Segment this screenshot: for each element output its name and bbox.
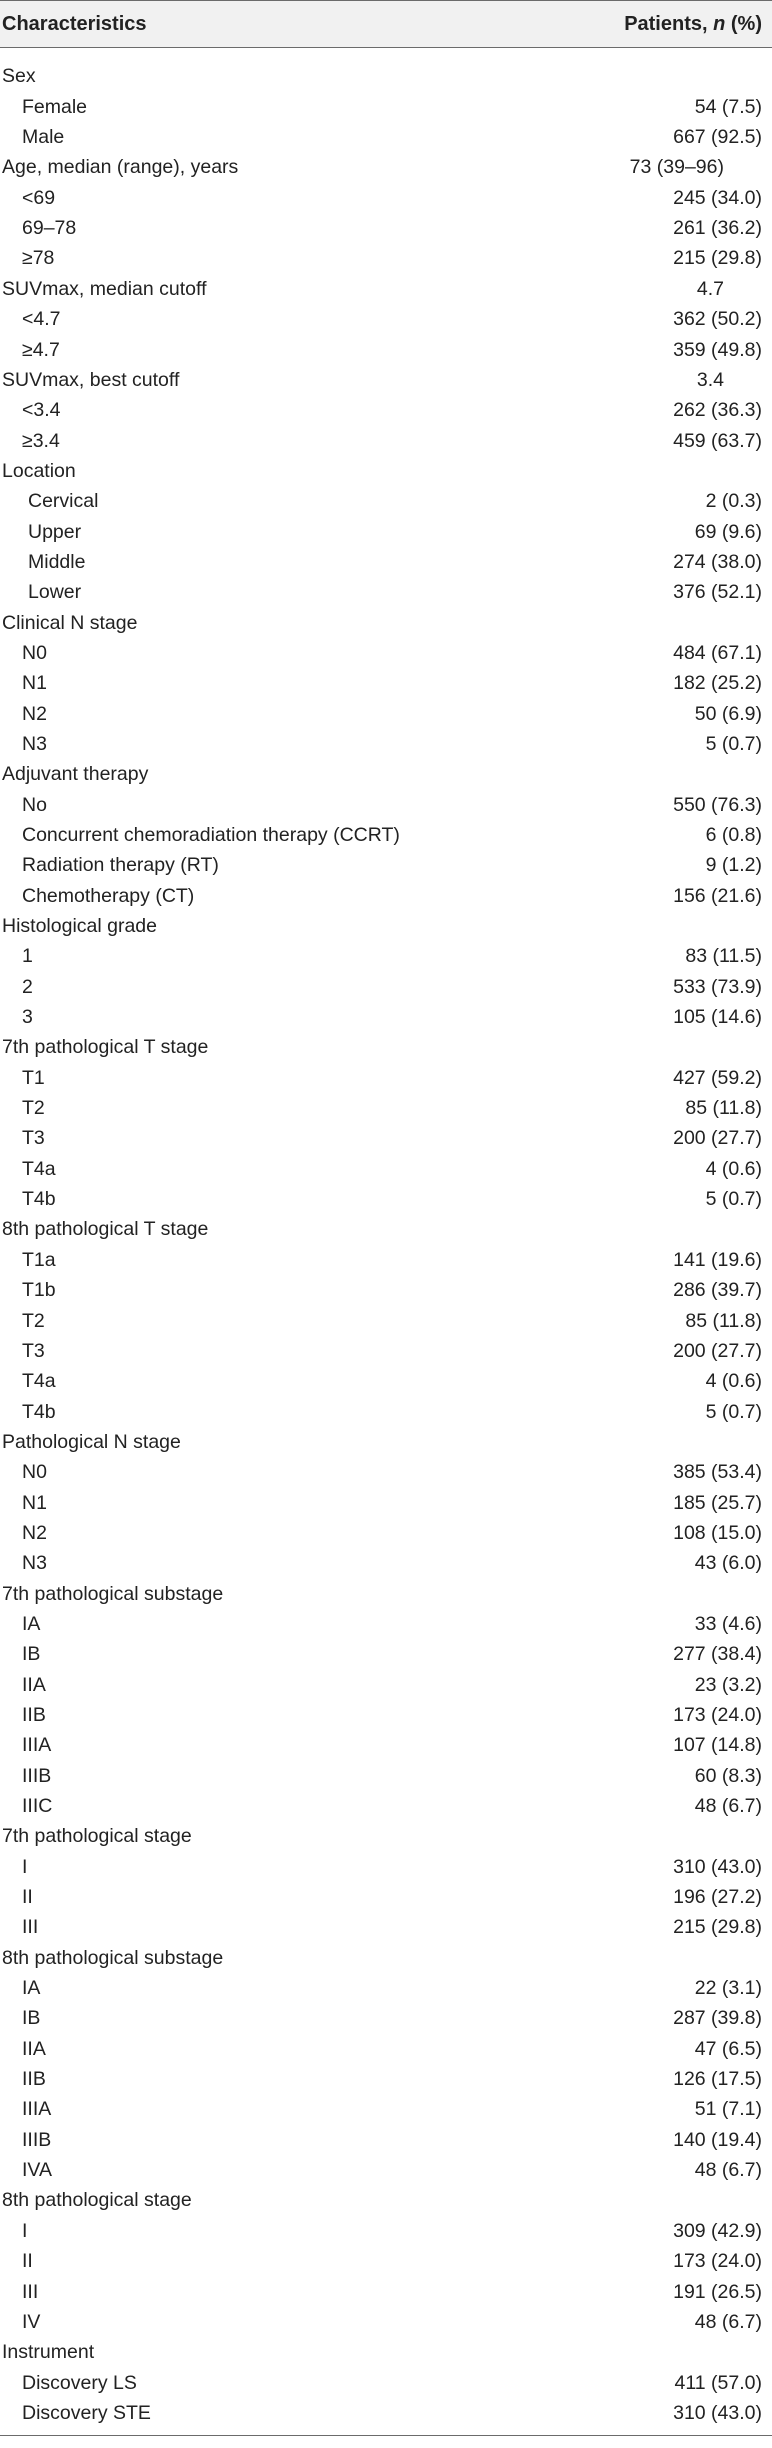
table-row	[0, 2065, 772, 2095]
row-label: 8th pathological substage	[2, 1946, 224, 1969]
row-label: Radiation therapy (RT)	[22, 854, 219, 877]
table-row	[0, 730, 772, 760]
row-value: 245 (34.0)	[673, 186, 762, 209]
row-label: SUVmax, best cutoff	[2, 368, 180, 391]
table-row	[0, 1397, 772, 1427]
row-label: N1	[22, 1491, 47, 1514]
row-label: T4a	[22, 1370, 56, 1393]
table-row	[0, 1245, 772, 1275]
row-value: 51 (7.1)	[694, 2098, 762, 2121]
row-value: 54 (7.5)	[694, 95, 762, 118]
table-row	[0, 2156, 772, 2186]
row-value: 48 (6.7)	[694, 1795, 762, 1818]
row-label: Female	[22, 95, 88, 118]
table-row	[0, 1336, 772, 1366]
row-value: 277 (38.4)	[673, 1643, 762, 1666]
table-row	[0, 578, 772, 608]
row-label: SUVmax, median cutoff	[2, 277, 207, 300]
table-group-row	[0, 760, 772, 790]
header-patients-prefix: Patients,	[624, 12, 714, 35]
row-label: Instrument	[2, 2341, 95, 2364]
row-value: 200 (27.7)	[673, 1339, 762, 1362]
row-value: 141 (19.6)	[673, 1248, 762, 1271]
row-value: 140 (19.4)	[673, 2128, 762, 2151]
table-row	[0, 2398, 772, 2428]
header-patients-n: n	[713, 12, 726, 35]
row-value: 484 (67.1)	[673, 641, 762, 664]
table-row	[0, 2307, 772, 2337]
table-row	[0, 335, 772, 365]
table-row	[0, 1519, 772, 1549]
row-value: 156 (21.6)	[673, 884, 762, 907]
row-value: 9 (1.2)	[705, 854, 762, 877]
row-label: IB	[22, 1643, 41, 1666]
row-label: ≥78	[22, 247, 55, 270]
row-value: 6 (0.8)	[705, 824, 762, 847]
row-label: Histological grade	[2, 915, 158, 938]
table-row	[0, 669, 772, 699]
table-row	[0, 1185, 772, 1215]
table-row	[0, 1124, 772, 1154]
table-group-row	[0, 1033, 772, 1063]
table-row	[0, 1792, 772, 1822]
row-label: T4b	[22, 1188, 56, 1211]
row-value: 126 (17.5)	[673, 2068, 762, 2091]
row-value: 83 (11.5)	[685, 945, 762, 968]
row-label: Sex	[2, 65, 36, 88]
row-value: 359 (49.8)	[673, 338, 762, 361]
row-label: Upper	[28, 520, 82, 543]
table-group-row	[0, 608, 772, 638]
row-label: Clinical N stage	[2, 611, 138, 634]
row-label: Middle	[28, 550, 86, 573]
header-patients	[624, 13, 762, 36]
row-value: 550 (76.3)	[673, 793, 762, 816]
row-value: 33 (4.6)	[694, 1612, 762, 1635]
row-label: T1a	[22, 1248, 56, 1271]
row-value: 48 (6.7)	[694, 2159, 762, 2182]
row-value: 5 (0.7)	[705, 732, 762, 755]
row-label: Lower	[28, 581, 82, 604]
row-label: N1	[22, 672, 47, 695]
row-label: T3	[22, 1339, 45, 1362]
row-value: 2 (0.3)	[705, 490, 762, 513]
row-value: 48 (6.7)	[694, 2310, 762, 2333]
table-row	[0, 1731, 772, 1761]
table-row	[0, 1610, 772, 1640]
row-label: N2	[22, 702, 47, 725]
row-label: T1	[22, 1066, 45, 1089]
row-label: IIIA	[22, 1734, 52, 1757]
row-label: 3	[22, 1006, 33, 1029]
row-value: 274 (38.0)	[673, 550, 762, 573]
table-group-row	[0, 1427, 772, 1457]
row-label: III	[22, 1916, 39, 1939]
row-value: 310 (43.0)	[673, 2401, 762, 2424]
row-value: 4.7	[696, 277, 724, 300]
table-row	[0, 942, 772, 972]
table-row	[0, 881, 772, 911]
row-label: ≥3.4	[22, 429, 60, 452]
row-label: II	[22, 1886, 33, 1909]
row-label: Discovery LS	[22, 2371, 137, 2394]
row-value: 105 (14.6)	[673, 1006, 762, 1029]
table-row	[0, 972, 772, 1002]
table-row	[0, 1883, 772, 1913]
row-label: 2	[22, 975, 33, 998]
row-label: I	[22, 2219, 28, 2242]
row-label: 7th pathological stage	[2, 1825, 192, 1848]
row-value: 533 (73.9)	[673, 975, 762, 998]
row-value: 173 (24.0)	[673, 1703, 762, 1726]
row-label: III	[22, 2280, 39, 2303]
row-label: II	[22, 2250, 33, 2273]
table-row	[0, 2368, 772, 2398]
table-row	[0, 305, 772, 335]
table-row	[0, 1063, 772, 1093]
row-label: IVA	[22, 2159, 52, 2182]
table-row	[0, 1094, 772, 1124]
table-row	[0, 1276, 772, 1306]
row-label: Discovery STE	[22, 2401, 151, 2424]
row-label: Concurrent chemoradiation therapy (CCRT)	[22, 824, 400, 847]
row-label: IIB	[22, 2068, 46, 2091]
table-row	[0, 790, 772, 820]
table-group-row	[0, 1579, 772, 1609]
row-label: IIIC	[22, 1795, 53, 1818]
row-label: N3	[22, 732, 47, 755]
table-group-row	[0, 1215, 772, 1245]
row-value: 173 (24.0)	[673, 2250, 762, 2273]
row-label: IIIB	[22, 2128, 52, 2151]
table-group-row	[0, 912, 772, 942]
table-row	[0, 517, 772, 547]
table-row	[0, 639, 772, 669]
row-label: IIIA	[22, 2098, 52, 2121]
row-label: N0	[22, 1461, 47, 1484]
row-value: 85 (11.8)	[685, 1309, 762, 1332]
row-value: 3.4	[696, 368, 724, 391]
row-label: Adjuvant therapy	[2, 763, 149, 786]
row-label: 8th pathological T stage	[2, 1218, 209, 1241]
row-value: 73 (39–96)	[629, 156, 724, 179]
row-value: 182 (25.2)	[673, 672, 762, 695]
row-value: 262 (36.3)	[673, 399, 762, 422]
table-group-row	[0, 2338, 772, 2368]
row-label: IIIB	[22, 1764, 52, 1787]
table-row	[0, 1306, 772, 1336]
row-value: 200 (27.7)	[673, 1127, 762, 1150]
row-label: T1b	[22, 1279, 56, 1302]
row-value: 47 (6.5)	[694, 2037, 762, 2060]
row-value: 4 (0.6)	[705, 1157, 762, 1180]
row-label: Male	[22, 126, 65, 149]
table-group-row	[0, 62, 772, 92]
table-row	[0, 214, 772, 244]
row-value: 196 (27.2)	[673, 1886, 762, 1909]
table-row	[0, 1640, 772, 1670]
row-label: IIA	[22, 2037, 46, 2060]
row-value: 185 (25.7)	[673, 1491, 762, 1514]
table-row	[0, 821, 772, 851]
row-label: N2	[22, 1521, 47, 1544]
row-label: I	[22, 1855, 28, 1878]
table-group-row	[0, 274, 772, 304]
table-bottom-rule	[0, 2435, 772, 2436]
table-group-row	[0, 365, 772, 395]
row-label: N3	[22, 1552, 47, 1575]
row-label: <69	[22, 186, 56, 209]
table-row	[0, 2247, 772, 2277]
table-row	[0, 396, 772, 426]
row-label: <4.7	[22, 308, 61, 331]
row-label: IIB	[22, 1703, 46, 1726]
row-value: 60 (8.3)	[694, 1764, 762, 1787]
row-value: 362 (50.2)	[673, 308, 762, 331]
table-header	[0, 0, 772, 48]
row-label: 8th pathological stage	[2, 2189, 192, 2212]
table-row	[0, 183, 772, 213]
table-row	[0, 1549, 772, 1579]
table-row	[0, 1003, 772, 1033]
table-row	[0, 1761, 772, 1791]
row-value: 50 (6.9)	[694, 702, 762, 725]
table-row	[0, 2034, 772, 2064]
row-value: 411 (57.0)	[674, 2371, 762, 2394]
row-label: 7th pathological substage	[2, 1582, 224, 1605]
table-row	[0, 123, 772, 153]
table-row	[0, 487, 772, 517]
header-patients-suffix: (%)	[725, 12, 762, 35]
table-row	[0, 1488, 772, 1518]
table-group-row	[0, 1943, 772, 1973]
row-label: T3	[22, 1127, 45, 1150]
row-value: 286 (39.7)	[673, 1279, 762, 1302]
row-label: Pathological N stage	[2, 1430, 181, 1453]
row-label: N0	[22, 641, 47, 664]
row-value: 107 (14.8)	[673, 1734, 762, 1757]
table-row	[0, 548, 772, 578]
header-characteristics: Characteristics	[2, 12, 147, 35]
table-row	[0, 1701, 772, 1731]
row-value: 108 (15.0)	[673, 1521, 762, 1544]
table-row	[0, 244, 772, 274]
row-label: IIA	[22, 1673, 46, 1696]
row-label: 7th pathological T stage	[2, 1036, 209, 1059]
row-label: ≥4.7	[22, 338, 60, 361]
row-value: 376 (52.1)	[673, 581, 762, 604]
row-value: 287 (39.8)	[673, 2007, 762, 2030]
table-group-row	[0, 1822, 772, 1852]
row-value: 5 (0.7)	[705, 1400, 762, 1423]
row-label: Chemotherapy (CT)	[22, 884, 195, 907]
table-row	[0, 2277, 772, 2307]
row-value: 261 (36.2)	[673, 217, 762, 240]
row-value: 215 (29.8)	[673, 247, 762, 270]
table-group-row	[0, 2186, 772, 2216]
table-row	[0, 92, 772, 122]
row-value: 309 (42.9)	[673, 2219, 762, 2242]
row-label: IV	[22, 2310, 41, 2333]
row-label: No	[22, 793, 47, 816]
row-label: IB	[22, 2007, 41, 2030]
row-label: T2	[22, 1309, 45, 1332]
row-value: 85 (11.8)	[685, 1097, 762, 1120]
table-group-row	[0, 456, 772, 486]
table-row	[0, 426, 772, 456]
row-label: IA	[22, 1612, 41, 1635]
table-group-row	[0, 153, 772, 183]
row-value: 43 (6.0)	[694, 1552, 762, 1575]
row-value: 385 (53.4)	[673, 1461, 762, 1484]
table-row	[0, 699, 772, 729]
table-row	[0, 2004, 772, 2034]
table-row	[0, 1670, 772, 1700]
table-row	[0, 1974, 772, 2004]
table-row	[0, 1154, 772, 1184]
row-value: 22 (3.1)	[694, 1977, 762, 2000]
row-label: <3.4	[22, 399, 61, 422]
row-value: 459 (63.7)	[673, 429, 762, 452]
table-row	[0, 2095, 772, 2125]
table-row	[0, 1458, 772, 1488]
row-label: 69–78	[22, 217, 77, 240]
row-label: Age, median (range), years	[2, 156, 239, 179]
table-body	[0, 48, 772, 2429]
table-row	[0, 851, 772, 881]
table-row	[0, 2216, 772, 2246]
row-label: T4b	[22, 1400, 56, 1423]
row-value: 191 (26.5)	[673, 2280, 762, 2303]
table-row	[0, 1367, 772, 1397]
row-label: Location	[2, 459, 76, 482]
row-value: 5 (0.7)	[705, 1188, 762, 1211]
row-label: Cervical	[28, 490, 99, 513]
table-row	[0, 1852, 772, 1882]
row-value: 215 (29.8)	[673, 1916, 762, 1939]
table-row	[0, 1913, 772, 1943]
table-row	[0, 2125, 772, 2155]
row-label: T4a	[22, 1157, 56, 1180]
row-label: T2	[22, 1097, 45, 1120]
row-value: 667 (92.5)	[673, 126, 762, 149]
row-value: 427 (59.2)	[673, 1066, 762, 1089]
row-value: 69 (9.6)	[694, 520, 762, 543]
row-label: IA	[22, 1977, 41, 2000]
row-value: 310 (43.0)	[673, 1855, 762, 1878]
row-value: 23 (3.2)	[694, 1673, 762, 1696]
row-value: 4 (0.6)	[705, 1370, 762, 1393]
row-label: 1	[22, 945, 33, 968]
